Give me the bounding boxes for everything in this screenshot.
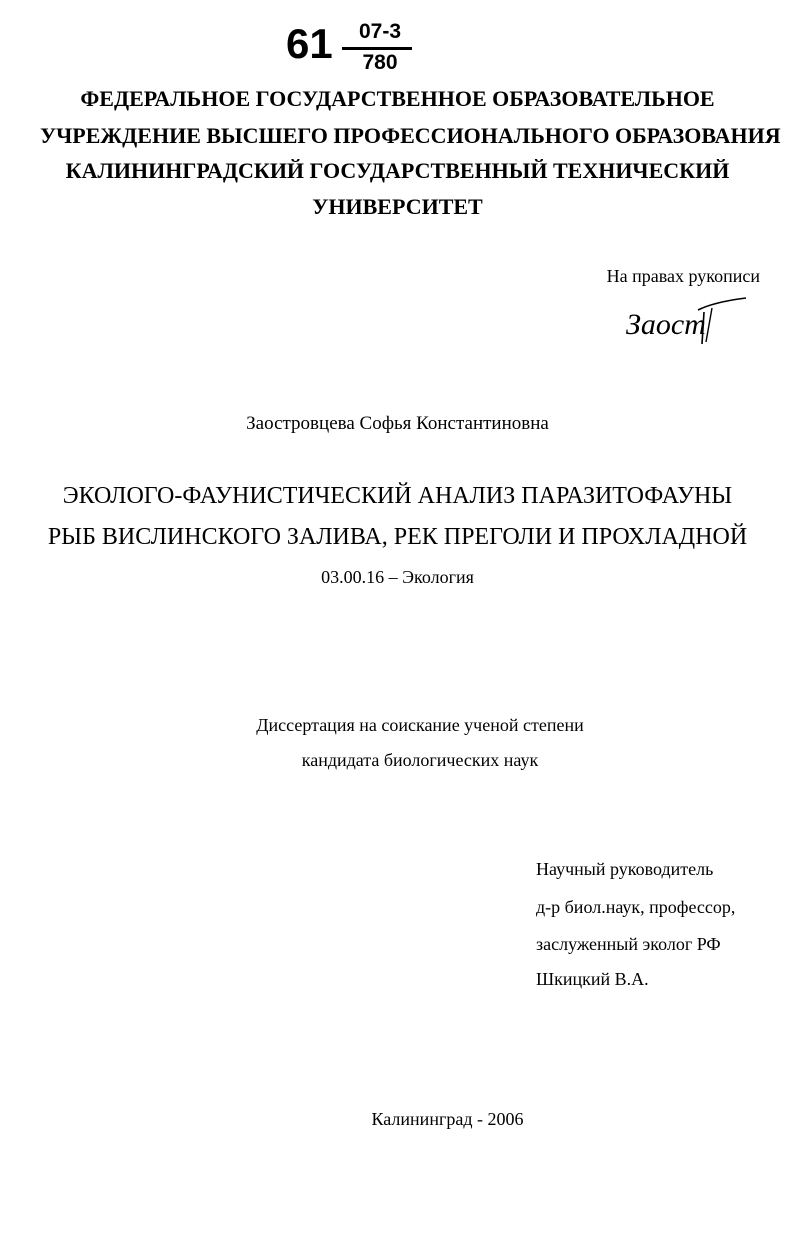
organization-line-1: ФЕДЕРАЛЬНОЕ ГОСУДАРСТВЕННОЕ ОБРАЗОВАТЕЛЬНОЕ — [80, 86, 715, 111]
supervisor-name: Шкицкий В.А. — [536, 969, 649, 989]
library-code-main: 61 — [286, 20, 333, 67]
manuscript-rights-note: На правах рукописи — [606, 266, 760, 286]
organization-line-3: КАЛИНИНГРАДСКИЙ ГОСУДАРСТВЕННЫЙ ТЕХНИЧЕСКИЙ — [65, 158, 730, 183]
organization-line-4: УНИВЕРСИТЕТ — [312, 194, 483, 219]
organization-line-2: УЧРЕЖДЕНИЕ ВЫСШЕГО ПРОФЕССИОНАЛЬНОГО ОБРАЗОВАНИЯ — [40, 123, 781, 148]
dissertation-title-line-2: РЫБ ВИСЛИНСКОГО ЗАЛИВА, РЕК ПРЕГОЛИ И ПРОХЛАДНОЙ — [47, 524, 748, 550]
supervisor-degree: д-р биол.наук, профессор, — [536, 897, 736, 917]
author-name: Заостровцева Софья Константиновна — [246, 413, 549, 434]
supervisor-heading: Научный руководитель — [536, 859, 714, 879]
library-code-numerator: 07-3 — [358, 20, 402, 43]
dissertation-degree-line-2: кандидата биологических наук — [301, 750, 539, 770]
handwritten-signature — [620, 294, 750, 350]
supervisor-honor: заслуженный эколог РФ — [536, 934, 721, 954]
library-code-denominator: 780 — [362, 51, 398, 74]
specialty-code: 03.00.16 – Экология — [321, 567, 474, 587]
city-year: Калининград - 2006 — [371, 1109, 524, 1129]
library-code-divider — [342, 47, 412, 50]
dissertation-title-line-1: ЭКОЛОГО-ФАУНИСТИЧЕСКИЙ АНАЛИЗ ПАРАЗИТОФАУНЫ — [62, 483, 733, 509]
dissertation-degree-line-1: Диссертация на соискание ученой степени — [256, 715, 584, 735]
svg-text:Заост: Заост — [626, 308, 706, 341]
